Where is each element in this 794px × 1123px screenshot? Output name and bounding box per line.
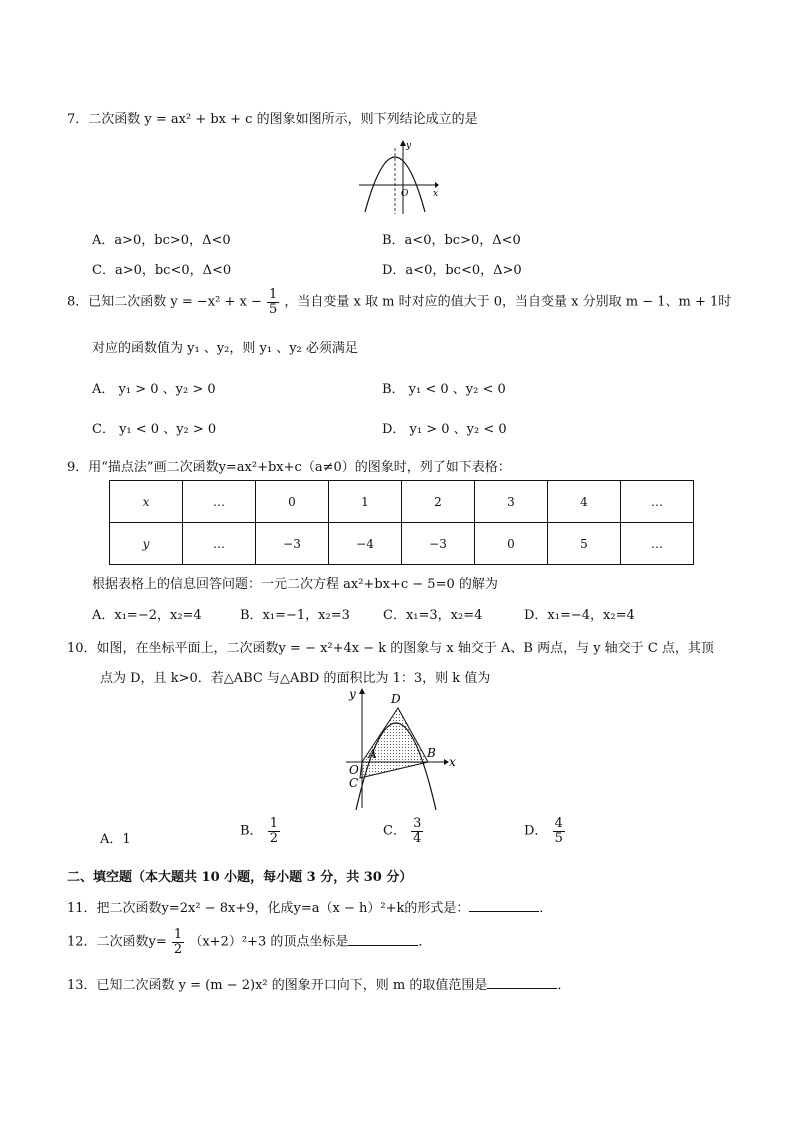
q8-option-c: C． y₁ < 0 、y₂ > 0 [92, 422, 217, 437]
table-cell: 0 [256, 481, 329, 523]
q7-option-d: D．a<0，bc<0，Δ>0 [382, 263, 522, 278]
q10-x-label: x [449, 755, 456, 769]
table-cell: x [110, 481, 183, 523]
table-cell: −3 [402, 523, 475, 565]
q12-frac-numerator: 1 [173, 927, 183, 942]
q12-fraction [172, 928, 184, 956]
table-row [110, 481, 694, 523]
q12-period: ． [418, 934, 432, 950]
table-row [110, 523, 694, 565]
q9-option-d: D．x₁=−4，x₂=4 [524, 608, 635, 623]
q10-option-b [240, 817, 281, 845]
table-cell: 0 [475, 523, 548, 565]
q8-frac-numerator: 1 [269, 287, 278, 302]
table-cell: … [621, 523, 694, 565]
q7-y-label: y [406, 141, 412, 151]
q9-option-a: A．x₁=−2，x₂=4 [92, 608, 202, 623]
q7-x-label: x [433, 189, 439, 199]
q7-origin-label: O [401, 189, 409, 199]
q11-stem: 11．把二次函数y=2x² − 8x+9，化成y=a（x − h）²+k的形式是： [67, 901, 470, 916]
q13-stem: 13．已知二次函数 y = (m − 2)x² 的图象开口向下，则 m 的取值范围是 [67, 978, 488, 993]
q10-point-d: D [391, 692, 401, 706]
q10-y-label: y [349, 687, 356, 701]
q8-stem-line1 [67, 288, 731, 316]
q10-option-d-denominator: 5 [554, 830, 563, 846]
q8-stem-part-a: 8．已知二次函数 y = −x² + x − [67, 294, 262, 310]
q9-value-table [109, 480, 694, 565]
q12-frac-denominator: 2 [173, 941, 183, 957]
q7-option-b: B．a<0，bc>0，Δ<0 [382, 233, 521, 248]
q12-suffix: （x+2）²+3 的顶点坐标是 [189, 934, 349, 950]
q10-point-a: A [368, 747, 377, 761]
q10-option-b-numerator: 1 [269, 816, 278, 831]
section-2-heading: 二、填空题（本大题共 10 小题，每小题 3 分，共 30 分） [67, 870, 413, 885]
q8-option-a: A． y₁ > 0 、y₂ > 0 [92, 382, 216, 397]
q8-fraction [267, 288, 279, 316]
q12-answer-blank[interactable] [348, 935, 418, 946]
q10-option-d-fraction [553, 817, 565, 845]
q10-option-c-prefix: C． [383, 823, 406, 839]
q10-triangle-abc [360, 762, 428, 778]
table-cell: −4 [329, 523, 402, 565]
q10-point-b: B [427, 746, 436, 760]
q12 [67, 928, 431, 956]
table-cell: 2 [402, 481, 475, 523]
q8-stem-line2: 对应的函数值为 y₁ 、y₂，则 y₁ 、y₂ 必须满足 [92, 341, 358, 356]
q7-parabola-graph [355, 138, 440, 216]
q10-option-b-fraction [268, 817, 280, 845]
q11 [67, 897, 552, 916]
q7-stem: 7．二次函数 y = ax² + bx + c 的图象如图所示，则下列结论成立的是 [67, 112, 478, 127]
q10-option-c-denominator: 4 [413, 830, 422, 846]
q7-option-c: C．a>0，bc<0，Δ<0 [92, 263, 232, 278]
q10-option-c [383, 817, 424, 845]
q8-option-d: D． y₁ > 0 、y₂ < 0 [382, 422, 507, 437]
q8-option-b: B． y₁ < 0 、y₂ < 0 [382, 382, 506, 397]
q12-prefix: 12．二次函数y= [67, 934, 167, 950]
q13-period: ． [557, 978, 571, 993]
q9-question: 根据表格上的信息回答问题：一元二次方程 ax²+bx+c − 5=0 的解为 [92, 577, 498, 592]
q10-option-d-numerator: 4 [554, 816, 563, 831]
q10-option-c-fraction [411, 817, 423, 845]
table-cell: y [110, 523, 183, 565]
q10-origin-label: O [349, 763, 359, 777]
table-cell: −3 [256, 523, 329, 565]
q10-option-d-prefix: D． [524, 823, 548, 839]
q10-option-a: A．1 [100, 832, 131, 847]
q9-option-c: C．x₁=3，x₂=4 [383, 608, 483, 623]
table-cell: 5 [548, 523, 621, 565]
q9-stem: 9．用“描点法”画二次函数y=ax²+bx+c（a≠0）的图象时，列了如下表格： [67, 460, 511, 475]
table-cell: 3 [475, 481, 548, 523]
q10-option-c-numerator: 3 [413, 816, 422, 831]
q9-option-b: B．x₁=−1，x₂=3 [240, 608, 350, 623]
q10-parabola-graph [338, 686, 464, 816]
q10-stem-line1: 10．如图，在坐标平面上，二次函数y = − x²+4x − k 的图象与 x 轴交于 A、B 两点，与 y 轴交于 C 点，其顶 [67, 641, 714, 656]
table-cell: … [621, 481, 694, 523]
q13-answer-blank[interactable] [487, 978, 557, 989]
table-cell: … [183, 481, 256, 523]
q10-point-c: C [349, 776, 359, 790]
table-cell: … [183, 523, 256, 565]
q10-option-d [524, 817, 566, 845]
q11-period: ． [539, 901, 553, 916]
table-cell: 1 [329, 481, 402, 523]
q11-answer-blank[interactable] [469, 901, 539, 912]
q10-option-b-prefix: B． [240, 823, 263, 839]
q8-frac-denominator: 5 [269, 301, 278, 317]
q10-stem-line2: 点为 D，且 k>0．若△ABC 与△ABD 的面积比为 1：3，则 k 值为 [100, 671, 491, 686]
q8-stem-part-b: ，当自变量 x 取 m 时对应的值大于 0，当自变量 x 分别取 m − 1、m + 1时 [284, 294, 732, 310]
table-cell: 4 [548, 481, 621, 523]
q13 [67, 974, 570, 993]
q7-option-a: A．a>0，bc>0，Δ<0 [92, 233, 231, 248]
q10-option-b-denominator: 2 [269, 830, 278, 846]
